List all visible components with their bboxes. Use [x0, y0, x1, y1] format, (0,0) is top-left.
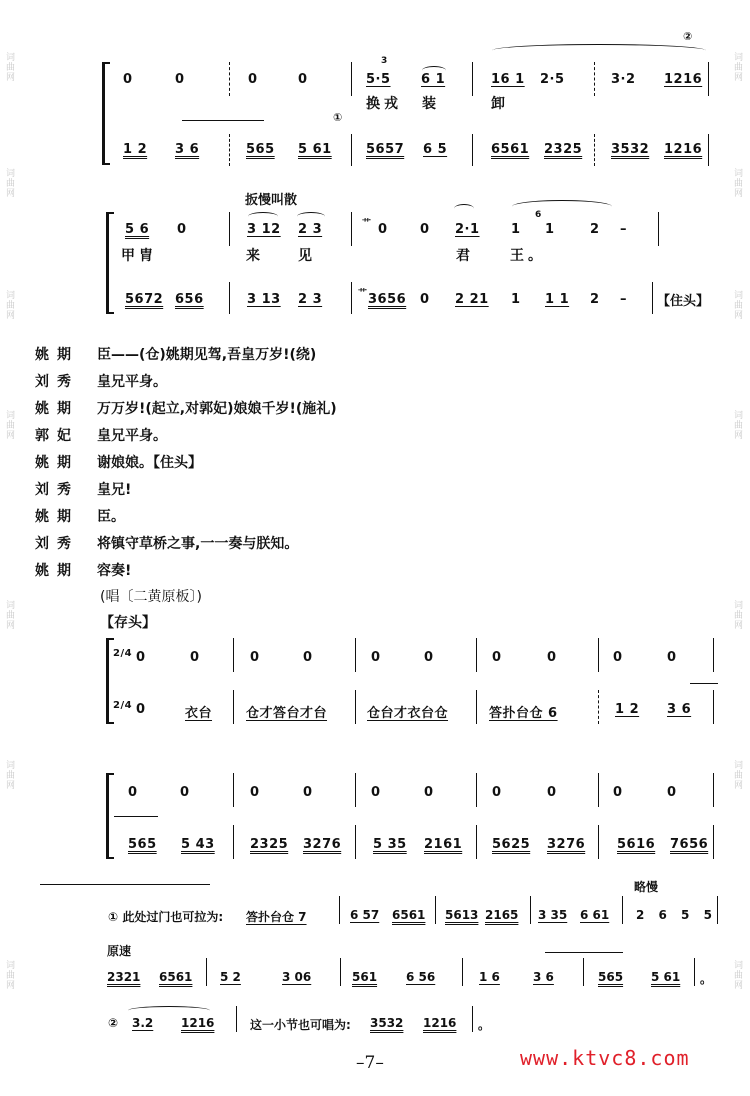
- note: 1 2: [615, 702, 640, 717]
- time-signature: 2/4: [113, 648, 133, 659]
- note: 5672: [125, 292, 164, 307]
- note: 2 21: [455, 292, 489, 307]
- note: 5 6: [125, 222, 150, 237]
- line-text: 将镇守草桥之事,一一奏与朕知。: [97, 536, 299, 552]
- barline: [713, 773, 714, 807]
- barline: [351, 62, 352, 96]
- speaker: 刘秀: [35, 536, 79, 552]
- percussion: 仓才答台才台: [246, 706, 328, 721]
- dialogue-line: [35, 371, 167, 391]
- barline: [339, 896, 340, 924]
- note: 3 06: [282, 970, 312, 984]
- note: 0: [424, 785, 434, 800]
- note: 7656: [670, 837, 709, 852]
- note: 565: [246, 142, 275, 157]
- barline: [530, 896, 531, 924]
- barline: [658, 212, 659, 246]
- barline: [233, 825, 234, 859]
- lyric: 王。: [510, 248, 546, 264]
- line-text: 臣。: [97, 509, 125, 525]
- system-bracket: [106, 212, 109, 314]
- note: 1216: [423, 1016, 457, 1030]
- barline: [355, 638, 356, 672]
- speaker: 姚期: [35, 563, 79, 579]
- barline: [233, 638, 234, 672]
- tempo-marking: 扳慢叫散: [245, 193, 298, 208]
- barline: [340, 958, 341, 986]
- barline: [435, 896, 436, 924]
- footnote-rule: [40, 884, 210, 885]
- circle-2-marker: ②: [683, 30, 693, 43]
- note: 3532: [611, 142, 650, 157]
- note: 0: [613, 785, 623, 800]
- slur: [128, 1006, 210, 1015]
- line-text: 容奏!: [97, 563, 132, 579]
- note: 6 57: [350, 908, 380, 922]
- speaker: 姚期: [35, 455, 79, 471]
- dialogue-line: [35, 344, 316, 364]
- note: 0: [136, 702, 146, 717]
- note: 565: [128, 837, 157, 852]
- barline: [622, 896, 623, 924]
- lyric: 卸: [491, 96, 509, 112]
- note: 2325: [544, 142, 583, 157]
- speaker: 郭妃: [35, 428, 79, 444]
- barline: [713, 690, 714, 724]
- sanban-mark: 艹: [362, 219, 372, 229]
- barline: [594, 134, 595, 166]
- slur: [454, 204, 474, 213]
- barline: [351, 282, 352, 314]
- barline: [355, 773, 356, 807]
- phrase-slur: [492, 44, 706, 57]
- barline: [476, 690, 477, 724]
- time-signature: 2/4: [113, 700, 133, 711]
- watermark-right-1: 词曲网: [732, 52, 742, 82]
- end-circle: 。: [478, 1018, 491, 1032]
- dialogue-line: [35, 479, 131, 499]
- note: 0: [298, 72, 308, 87]
- circle-1-marker: ①: [333, 111, 343, 124]
- note: 0: [371, 785, 381, 800]
- note: 5616: [617, 837, 656, 852]
- barline: [594, 62, 595, 96]
- speaker: 姚期: [35, 509, 79, 525]
- note: 0: [128, 785, 138, 800]
- watermark-left-7: 词曲网: [4, 960, 14, 990]
- barline: [708, 134, 709, 166]
- barline: [229, 62, 230, 96]
- dialogue-line: [35, 452, 202, 472]
- extension-line: [690, 683, 718, 684]
- line-text: 谢娘娘。【住头】: [97, 455, 202, 471]
- dialogue-line: [35, 398, 337, 418]
- watermark-left-3: 词曲网: [4, 290, 14, 320]
- note: 5 61: [298, 142, 332, 157]
- speaker: 姚期: [35, 347, 79, 363]
- percussion: 答扑台仓 6: [489, 706, 558, 721]
- watermark-right-5: 词曲网: [732, 600, 742, 630]
- line-text: 万万岁!(起立,对郭妃)娘娘千岁!(施礼): [97, 401, 337, 417]
- note: 0: [180, 785, 190, 800]
- note: 0: [250, 785, 260, 800]
- barline: [598, 773, 599, 807]
- note: –: [620, 222, 627, 237]
- note: 2161: [424, 837, 463, 852]
- grace-note: 3: [381, 56, 388, 66]
- note: 0: [248, 72, 258, 87]
- note: 1: [511, 292, 521, 307]
- lyric: 装: [422, 96, 440, 112]
- note: 2165: [485, 908, 519, 922]
- note: 0: [424, 650, 434, 665]
- system-bracket: [106, 638, 109, 724]
- barline: [229, 282, 230, 314]
- lyric: 甲胄: [121, 248, 157, 264]
- end-circle: 。: [700, 972, 713, 986]
- watermark-left-2: 词曲网: [4, 168, 14, 198]
- note: 561: [352, 970, 378, 984]
- watermark-left-1: 词曲网: [4, 52, 14, 82]
- note: 0: [547, 785, 557, 800]
- note: 2 6 5 5: [636, 908, 717, 922]
- note: 5 43: [181, 837, 215, 852]
- phrase-slur: [512, 200, 612, 213]
- line-text: 皇兄平身。: [97, 374, 167, 390]
- note: 3 35: [538, 908, 568, 922]
- yuansu-mark: 原速: [107, 944, 132, 958]
- note: 1: [545, 222, 555, 237]
- note: 3276: [303, 837, 342, 852]
- barline: [355, 825, 356, 859]
- note: 0: [547, 650, 557, 665]
- note: 2: [590, 292, 600, 307]
- note: 1 2: [123, 142, 148, 157]
- watermark-left-6: 词曲网: [4, 760, 14, 790]
- note: 5 61: [651, 970, 681, 984]
- note: 3276: [547, 837, 586, 852]
- note: 6 5: [423, 142, 448, 157]
- note: 2·1: [455, 222, 480, 237]
- zhutou-tag: 【住头】: [657, 294, 710, 309]
- footnote-2-text: 这一小节也可唱为:: [250, 1018, 351, 1032]
- note: 3 6: [533, 970, 554, 984]
- note: 0: [303, 650, 313, 665]
- barline: [713, 638, 714, 672]
- watermark-right-4: 词曲网: [732, 410, 742, 440]
- speaker: 姚期: [35, 401, 79, 417]
- note: 0: [613, 650, 623, 665]
- footnote-2-label: ②: [108, 1016, 119, 1030]
- barline: [351, 134, 352, 166]
- barline: [717, 896, 718, 924]
- barline: [206, 958, 207, 986]
- watermark-right-3: 词曲网: [732, 290, 742, 320]
- note: 3.2: [132, 1016, 154, 1030]
- note: 1 1: [545, 292, 570, 307]
- line-text: 皇兄平身。: [97, 428, 167, 444]
- barline: [652, 282, 653, 314]
- barline: [472, 1006, 473, 1032]
- note: 6561: [392, 908, 426, 922]
- percussion: 仓台才衣台仓: [367, 706, 449, 721]
- system-bracket: [106, 773, 109, 859]
- dialogue-line: [35, 506, 125, 526]
- note: 1216: [181, 1016, 215, 1030]
- note: 答扑台仓 7: [246, 910, 307, 924]
- note: 2321: [107, 970, 141, 984]
- barline: [583, 958, 584, 986]
- line-text: 皇兄!: [97, 482, 132, 498]
- note: 0: [136, 650, 146, 665]
- lyric: 来: [246, 248, 264, 264]
- note: 0: [667, 785, 677, 800]
- note: 6561: [491, 142, 530, 157]
- note: 6561: [159, 970, 193, 984]
- slur: [297, 212, 325, 221]
- lyric: 见: [298, 248, 316, 264]
- barline: [472, 134, 473, 166]
- note: 2325: [250, 837, 289, 852]
- lyric: 换戎: [366, 96, 402, 112]
- note: 2·5: [540, 72, 565, 87]
- barline: [236, 1006, 237, 1032]
- extension-line: [545, 952, 623, 953]
- barline: [708, 62, 709, 96]
- note: 1216: [664, 72, 703, 87]
- watermark-right-7: 词曲网: [732, 960, 742, 990]
- note: 0: [378, 222, 388, 237]
- barline: [229, 134, 230, 166]
- note: 6 61: [580, 908, 610, 922]
- note: 656: [175, 292, 204, 307]
- lyric: 君: [456, 248, 474, 264]
- speaker: 刘秀: [35, 374, 79, 390]
- watermark-right-6: 词曲网: [732, 760, 742, 790]
- note: 5625: [492, 837, 531, 852]
- note: 0: [303, 785, 313, 800]
- note: 0: [492, 785, 502, 800]
- barline: [598, 825, 599, 859]
- note: 0: [420, 222, 430, 237]
- barline: [476, 825, 477, 859]
- note: 6 1: [421, 72, 446, 87]
- note: 3 6: [667, 702, 692, 717]
- note: 1 6: [479, 970, 500, 984]
- barline: [694, 958, 695, 986]
- barline: [233, 690, 234, 724]
- footnote-1-label: ① 此处过门也可拉为:: [108, 910, 224, 924]
- note: 3 13: [247, 292, 281, 307]
- note: 0: [175, 72, 185, 87]
- dialogue-line: [35, 425, 167, 445]
- note: 3656: [368, 292, 407, 307]
- barline: [476, 638, 477, 672]
- note: 3 6: [175, 142, 200, 157]
- extension-line: [182, 120, 264, 121]
- note: 3 12: [247, 222, 281, 237]
- barline: [472, 62, 473, 96]
- note: 0: [667, 650, 677, 665]
- grace-note: 6: [535, 210, 542, 220]
- barline: [355, 690, 356, 724]
- speaker: 刘秀: [35, 482, 79, 498]
- note: 2 3: [298, 292, 323, 307]
- note: 5 2: [220, 970, 241, 984]
- note: 5·5: [366, 72, 391, 87]
- note: 5613: [445, 908, 479, 922]
- note: 0: [420, 292, 430, 307]
- watermark-left-5: 词曲网: [4, 600, 14, 630]
- note: 0: [492, 650, 502, 665]
- note: 2 3: [298, 222, 323, 237]
- sing-direction: (唱〔二黄原板〕): [100, 589, 202, 605]
- dialogue-line: [35, 533, 298, 553]
- watermark-left-4: 词曲网: [4, 410, 14, 440]
- cuntou-tag: 【存头】: [100, 615, 156, 631]
- barline: [598, 690, 599, 724]
- note: 1: [511, 222, 521, 237]
- lueman-mark: 略慢: [634, 880, 659, 894]
- extension-line: [114, 816, 158, 817]
- barline: [476, 773, 477, 807]
- note: 2: [590, 222, 600, 237]
- note: 16 1: [491, 72, 525, 87]
- line-text: 臣——(仓)姚期见驾,吾皇万岁!(绕): [97, 347, 317, 363]
- sanban-mark: 艹: [358, 289, 368, 299]
- note: 6 56: [406, 970, 436, 984]
- dialogue-line: [35, 560, 131, 580]
- note: 0: [250, 650, 260, 665]
- barline: [233, 773, 234, 807]
- note: 5657: [366, 142, 405, 157]
- note: 3·2: [611, 72, 636, 87]
- page-number: –7–: [356, 1053, 384, 1073]
- note: 5 35: [373, 837, 407, 852]
- watermark-right-2: 词曲网: [732, 168, 742, 198]
- note: 0: [123, 72, 133, 87]
- note: 0: [190, 650, 200, 665]
- note: 0: [371, 650, 381, 665]
- slur: [248, 212, 278, 221]
- barline: [598, 638, 599, 672]
- percussion: 衣台: [185, 706, 213, 721]
- note: 565: [598, 970, 624, 984]
- note: 0: [177, 222, 187, 237]
- barline: [229, 212, 230, 246]
- site-watermark[interactable]: www.ktvc8.com: [520, 1046, 690, 1070]
- note: –: [620, 292, 627, 307]
- barline: [462, 958, 463, 986]
- note: 1216: [664, 142, 703, 157]
- barline: [351, 212, 352, 246]
- note: 3532: [370, 1016, 404, 1030]
- barline: [713, 825, 714, 859]
- system-bracket: [102, 62, 105, 165]
